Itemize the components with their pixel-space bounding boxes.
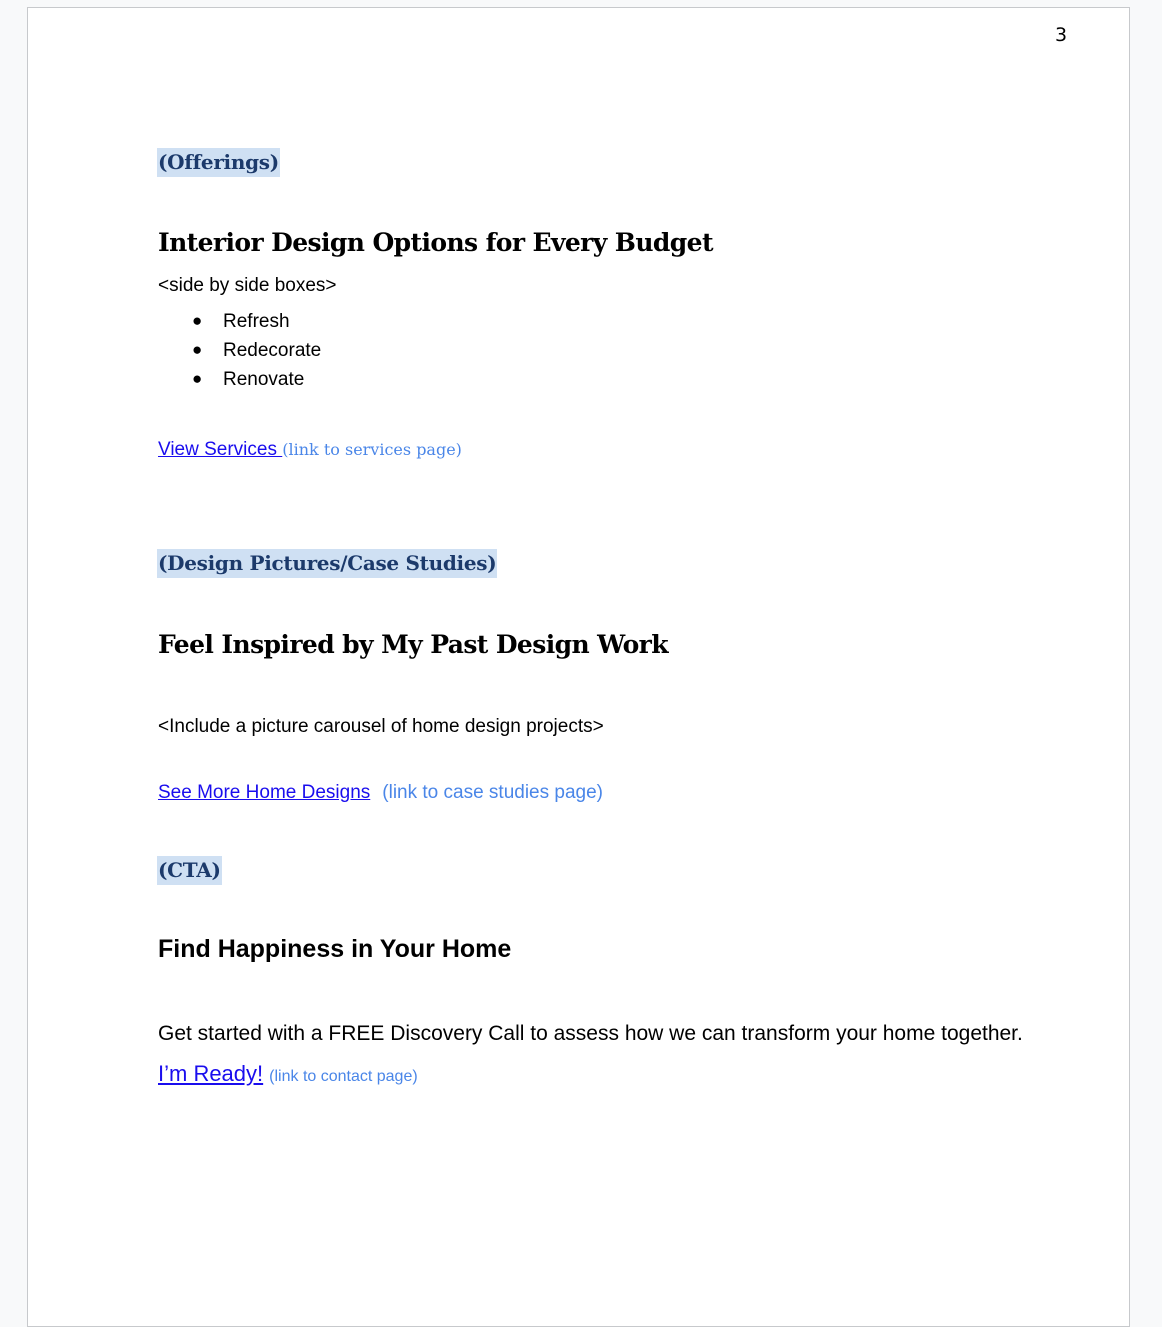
services-link-note: (link to services page) [282, 440, 462, 459]
offerings-list [158, 311, 558, 398]
page-number: 3 [1055, 24, 1068, 46]
view-services-line [158, 439, 462, 461]
section-tag-cta: (CTA) [157, 856, 222, 885]
bullet-icon: ● [192, 369, 203, 388]
list-item: ● Redecorate [192, 340, 322, 361]
offerings-heading: Interior Design Options for Every Budget [158, 228, 713, 257]
see-more-line [158, 782, 603, 804]
cta-heading: Find Happiness in Your Home [158, 935, 512, 963]
im-ready-line [158, 1061, 418, 1087]
contact-link-note: (link to contact page) [269, 1068, 418, 1085]
offerings-layout-note: <side by side boxes> [158, 275, 337, 296]
bullet-icon: ● [192, 311, 203, 330]
section-tag-design: (Design Pictures/Case Studies) [157, 549, 497, 578]
see-more-designs-link[interactable]: See More Home Designs [158, 782, 371, 803]
bullet-icon: ● [192, 340, 203, 359]
view-services-link[interactable]: View Services [158, 439, 283, 460]
cta-body: Get started with a FREE Discovery Call to assess how we can transform your home together. [158, 1022, 1023, 1045]
document-page [27, 7, 1130, 1327]
design-heading: Feel Inspired by My Past Design Work [158, 630, 668, 659]
case-studies-link-note: (link to case studies page) [382, 782, 603, 803]
list-item: ● Refresh [192, 311, 290, 332]
section-tag-offerings: (Offerings) [157, 148, 280, 177]
im-ready-link[interactable]: I’m Ready! [158, 1061, 264, 1086]
design-carousel-note: <Include a picture carousel of home design projects> [158, 716, 604, 737]
list-item: ● Renovate [192, 369, 305, 390]
